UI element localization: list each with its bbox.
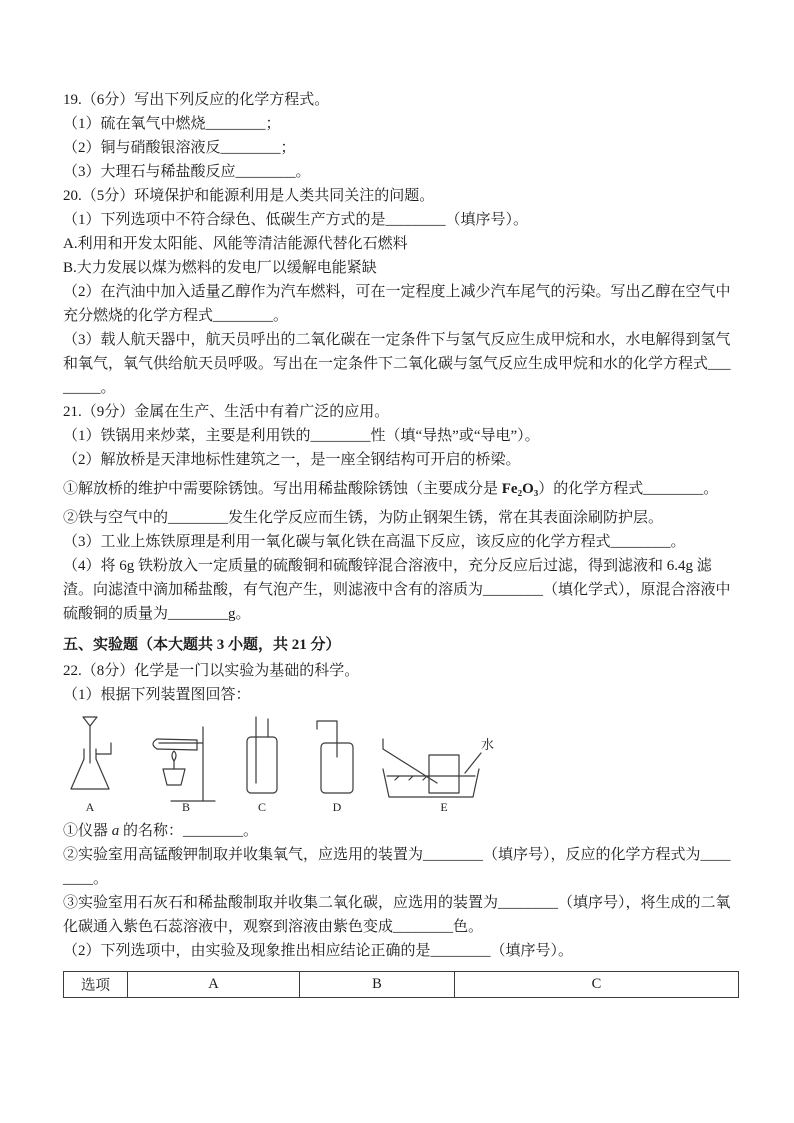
apparatus-label-e: E	[440, 800, 448, 814]
table-header-b: B	[300, 972, 455, 998]
options-table-header-row	[64, 972, 739, 998]
q22-co2-line: ③实验室用石灰石和稀盐酸制取并收集二氧化碳，应选用的装置为________（填序号），将生成的二氧化碳通入紫色石蕊溶液中，观察到溶液由紫色变成________色。	[63, 895, 731, 935]
options-table	[63, 971, 739, 998]
apparatus-diagram-svg	[63, 713, 523, 815]
q19-stem: 19.（6分）写出下列反应的化学方程式。	[63, 92, 330, 108]
q20-item-3: （3）载人航天器中，航天员呼出的二氧化碳在一定条件下与氢气反应生成甲烷和水，水电解得到氢气和氧气，氧气供给航天员呼吸。写出在一定条件下二氧化碳与氢气反应生成甲烷和水的化学方程式________。	[63, 332, 731, 396]
q22-stem: 22.（8分）化学是一门以实验为基础的科学。	[63, 663, 360, 679]
q20-item-2: （2）在汽油中加入适量乙醇作为汽车燃料，可在一定程度上减少汽车尾气的污染。写出乙醇在空气中充分燃烧的化学方程式________。	[63, 284, 731, 324]
q19-item-1: （1）硫在氧气中燃烧________；	[63, 116, 281, 132]
apparatus-c-collection-bottle	[247, 717, 277, 793]
fe2o3-formula: Fe₂O₃	[501, 481, 539, 497]
table-header-option: 选项	[64, 972, 128, 998]
instrument-a-letter: a	[111, 823, 120, 839]
q21-item-4: （4）将 6g 铁粉放入一定质量的硫酸铜和硫酸锌混合溶液中，充分反应后过滤，得到滤液和 6.4g 滤渣。向滤渣中滴加稀盐酸，有气泡产生，则滤液中含有的溶质为________（填化学式），原混合溶液中硫酸铜的质量为________g。	[63, 558, 731, 622]
q20-stem: 20.（5分）环境保护和能源利用是人类共同关注的问题。	[63, 188, 435, 204]
apparatus-label-d: D	[332, 800, 342, 814]
q22-oxygen-line: ②实验室用高锰酸钾制取并收集氧气，应选用的装置为________（填序号），反应的化学方程式为________。	[63, 847, 731, 887]
q22-item-2: （2）下列选项中，由实验及现象推出相应结论正确的是________（填序号）。	[63, 943, 574, 959]
q21-item-3: （3）工业上炼铁原理是利用一氧化碳与氧化铁在高温下反应，该反应的化学方程式________。	[63, 534, 686, 550]
apparatus-d-collection-bottle	[317, 721, 353, 793]
apparatus-b-heating-setup	[153, 727, 215, 801]
q19-item-2: （2）铜与硝酸银溶液反________；	[63, 140, 296, 156]
instrument-line-prefix: ①仪器	[63, 823, 112, 839]
table-header-a: A	[128, 972, 300, 998]
q22-instrument-name-line	[63, 819, 737, 843]
q22-item-1-prompt: （1）根据下列装置图回答：	[63, 687, 251, 703]
apparatus-label-c: C	[257, 800, 267, 814]
q21-item-1: （1）铁锅用来炒菜，主要是利用铁的________性（填“导热”或“导电”）。	[63, 428, 540, 444]
apparatus-label-b: B	[181, 800, 191, 814]
q20-option-a: A.利用和开发太阳能、风能等清洁能源代替化石燃料	[63, 236, 408, 252]
water-label: 水	[481, 737, 495, 752]
apparatus-e-water-trough	[383, 739, 481, 797]
section-5-header: 五、实验题（本大题共 3 小题，共 21 分）	[63, 637, 341, 653]
apparatus-label-a: A	[85, 800, 95, 814]
q20-item-1: （1）下列选项中不符合绿色、低碳生产方式的是________（填序号）。	[63, 212, 529, 228]
q21-rust-removal-line	[63, 477, 737, 501]
apparatus-figure	[63, 713, 737, 815]
rust-line-prefix: ①解放桥的维护中需要除锈蚀。写出用稀盐酸除锈蚀（主要成分是	[63, 481, 502, 497]
instrument-line-suffix: 的名称：________。	[119, 823, 259, 839]
apparatus-a-gas-generator	[71, 717, 111, 789]
q21-rusting-cause-line: ②铁与空气中的________发生化学反应而生锈，为防止钢架生锈，常在其表面涂刷防护层。	[63, 510, 664, 526]
rust-line-suffix: ）的化学方程式________。	[538, 481, 719, 497]
q21-stem: 21.（9分）金属在生产、生活中有着广泛的应用。	[63, 404, 390, 420]
q20-option-b: B.大力发展以煤为燃料的发电厂以缓解电能紧缺	[63, 260, 377, 276]
q21-item-2: （2）解放桥是天津地标性建筑之一，是一座全钢结构可开启的桥梁。	[63, 452, 521, 468]
q19-item-3: （3）大理石与稀盐酸反应________。	[63, 164, 311, 180]
table-header-c: C	[455, 972, 739, 998]
